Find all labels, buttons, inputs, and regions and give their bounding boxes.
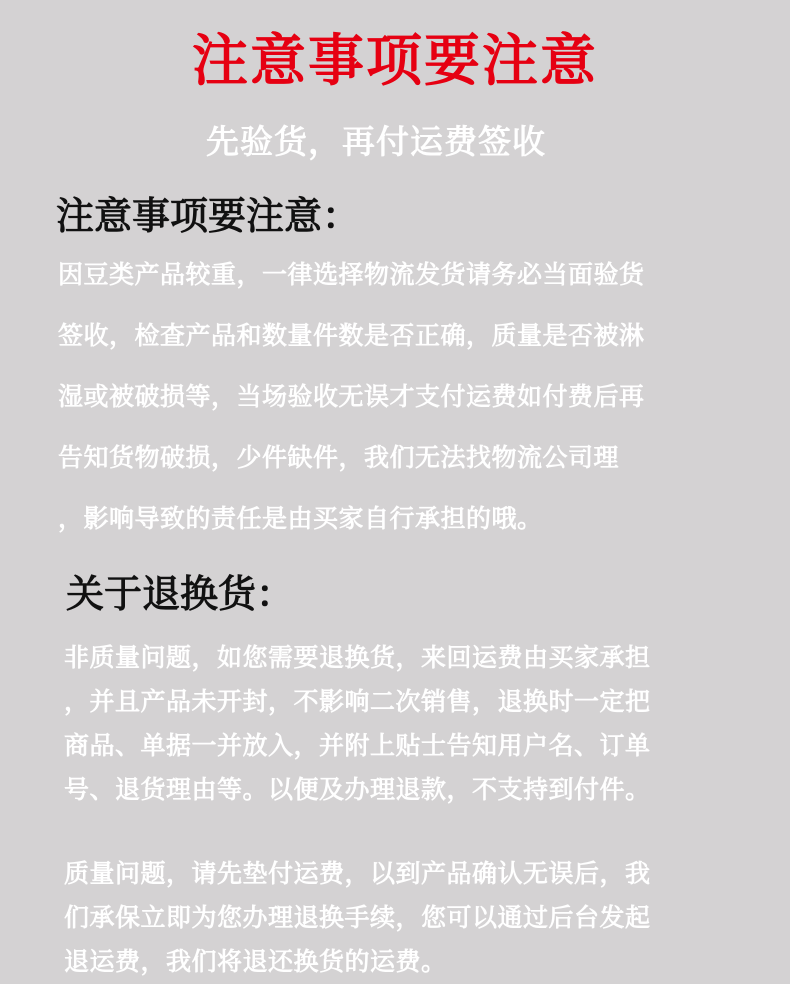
page-subtitle: 先验货，再付运费签收 bbox=[206, 122, 546, 161]
return-section-heading: 关于退换货： bbox=[66, 572, 295, 616]
paragraph-line: 退运费，我们将退还换货的运费。 bbox=[64, 947, 447, 976]
paragraph-line: 质量问题，请先垫付运费，以到产品确认无误后，我 bbox=[64, 859, 651, 888]
paragraph-line: 湿或被破损等，当场验收无误才支付运费如付费后再 bbox=[58, 382, 645, 411]
paragraph-line: 号、退货理由等。以便及办理退款，不支持到付件。 bbox=[64, 775, 651, 804]
paragraph-line: 商品、单据一并放入，并附上贴士告知用户名、订单 bbox=[64, 731, 651, 760]
notice-section-heading: 注意事项要注意： bbox=[56, 194, 361, 238]
paragraph-line: 因豆类产品较重，一律选择物流发货请务必当面验货 bbox=[58, 260, 645, 289]
paragraph-line: 们承保立即为您办理退换手续，您可以通过后台发起 bbox=[64, 903, 651, 932]
paragraph-line: ，并且产品未开封，不影响二次销售，退换时一定把 bbox=[64, 687, 651, 716]
page-title: 注意事项要注意 bbox=[192, 29, 598, 94]
paragraph-line: 非质量问题，如您需要退换货，来回运费由买家承担 bbox=[64, 643, 651, 672]
quality-return-paragraph bbox=[64, 852, 651, 984]
paragraph-line: 签收，检查产品和数量件数是否正确，质量是否被淋 bbox=[58, 321, 645, 350]
notice-paragraph bbox=[58, 254, 645, 559]
paragraph-line: ，影响导致的责任是由买家自行承担的哦。 bbox=[58, 504, 543, 533]
non-quality-return-paragraph bbox=[64, 636, 651, 812]
paragraph-line: 告知货物破损，少件缺件，我们无法找物流公司理 bbox=[58, 443, 620, 472]
